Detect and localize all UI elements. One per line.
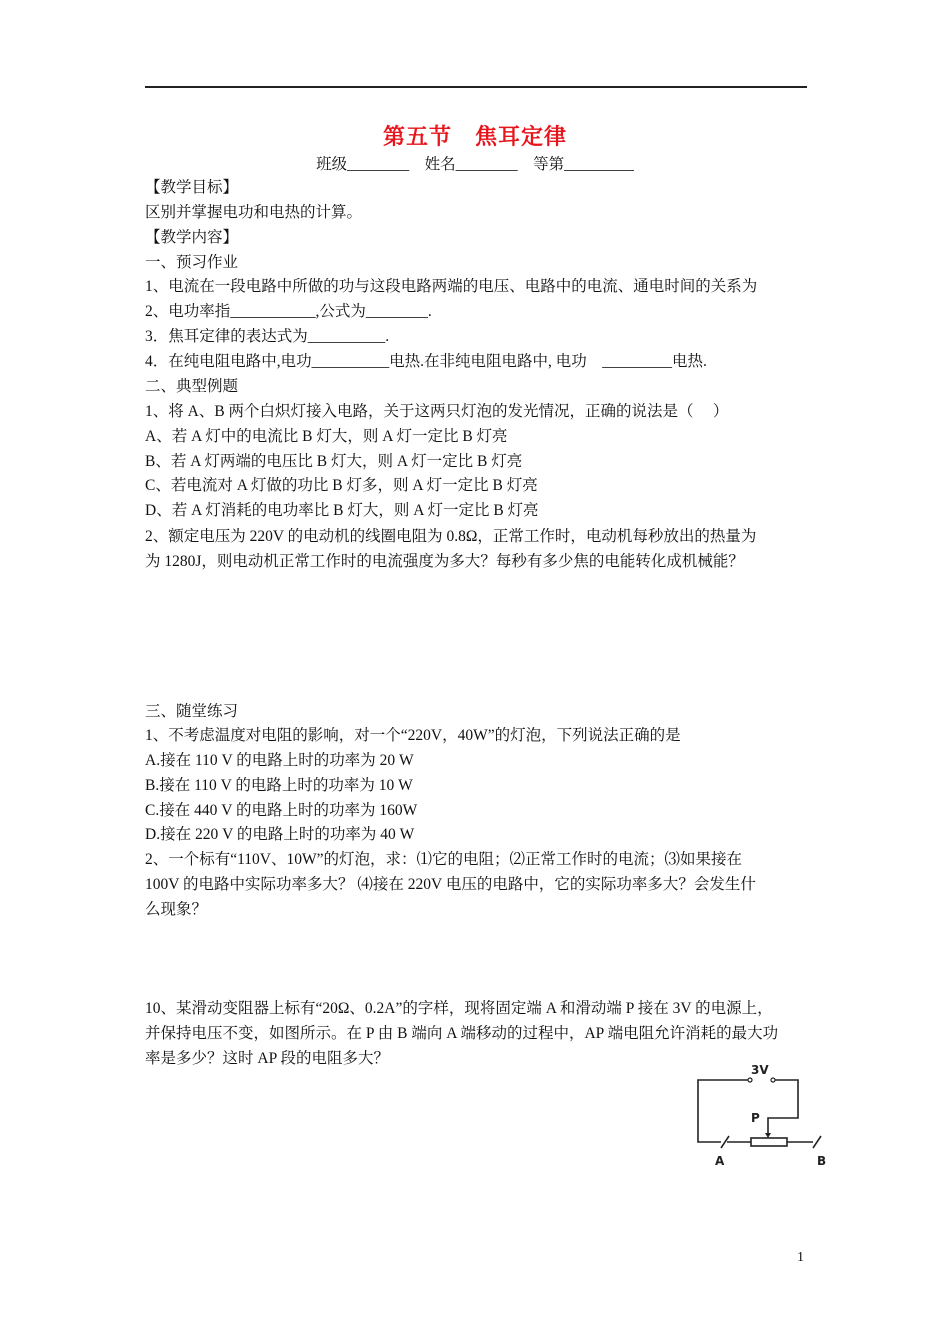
terminal-right-icon <box>771 1078 775 1082</box>
rheostat <box>751 1138 787 1146</box>
question-10-line2: 并保持电压不变，如图所示。在 P 由 B 端向 A 端移动的过程中，AP 端电阻允许消耗的最大功 <box>145 1025 779 1042</box>
terminal-b-label: B <box>817 1154 827 1168</box>
example-option-c: C、若电流对 A 灯做的功比 B 灯多，则 A 灯一定比 B 灯亮 <box>145 477 538 494</box>
circuit-wire-right <box>768 1080 798 1135</box>
practice-option-d: D.接在 220 V 的电路上时的功率为 40 W <box>145 826 415 843</box>
terminal-b-mark <box>813 1136 821 1148</box>
page-number: 1 <box>797 1250 804 1265</box>
question-10-line1: 10、某滑动变阻器上标有“20Ω、0.2A”的字样，现将固定端 A 和滑动端 P 接在 3V 的电源上， <box>145 1000 773 1017</box>
question-10-line3: 率是多少？这时 AP 段的电阻多大？ <box>145 1050 389 1067</box>
example-option-d: D、若 A 灯消耗的电功率比 B 灯大，则 A 灯一定比 B 灯亮 <box>145 502 539 519</box>
voltage-label: 3V <box>751 1063 769 1077</box>
terminal-a-label: A <box>715 1154 725 1168</box>
part-one-heading: 一、预习作业 <box>145 254 239 271</box>
practice-option-a: A.接在 110 V 的电路上时的功率为 20 W <box>145 752 414 769</box>
preview-question-4: 4．在纯电阻电路中,电功__________电热.在非纯电阻电路中, 电功 _________电热. <box>145 353 707 370</box>
practice-question-2-line3: 么现象？ <box>145 901 208 918</box>
student-info-line: 班级________ 姓名________ 等第_________ <box>316 156 634 173</box>
practice-option-c: C.接在 440 V 的电路上时的功率为 160W <box>145 802 418 819</box>
part-two-heading: 二、典型例题 <box>145 378 239 395</box>
page-title: 第五节 焦耳定律 <box>382 124 567 149</box>
slider-label: P <box>751 1111 760 1125</box>
preview-question-2: 2、电功率指___________,公式为________. <box>145 303 432 320</box>
terminal-left-icon <box>748 1078 752 1082</box>
section-heading-content: 【教学内容】 <box>145 229 239 246</box>
example-question-2-line2: 为 1280J，则电动机正常工作时的电流强度为多大？每秒有多少焦的电能转化成机械能？ <box>145 553 744 570</box>
preview-question-1: 1、电流在一段电路中所做的功与这段电路两端的电压、电路中的电流、通电时间的关系为 <box>145 278 758 295</box>
practice-question-1: 1、不考虑温度对电阻的影响，对一个“220V，40W”的灯泡，下列说法正确的是 <box>145 727 681 744</box>
header-rule <box>145 86 807 88</box>
practice-question-2-line2: 100V 的电路中实际功率多大？ ⑷接在 220V 电压的电路中，它的实际功率多大？会发生什 <box>145 876 756 893</box>
preview-question-3: 3．焦耳定律的表达式为__________. <box>145 328 390 345</box>
section-heading-goals: 【教学目标】 <box>145 179 239 196</box>
example-question-1: 1、将 A、B 两个白炽灯接入电路，关于这两只灯泡的发光情况，正确的说法是（ ） <box>145 403 729 420</box>
part-three-heading: 三、随堂练习 <box>145 703 239 720</box>
circuit-diagram <box>685 1060 835 1175</box>
example-option-a: A、若 A 灯中的电流比 B 灯大，则 A 灯一定比 B 灯亮 <box>145 428 508 445</box>
practice-question-2-line1: 2、一个标有“110V、10W”的灯泡，求：⑴它的电阻；⑵正常工作时的电流；⑶如果接在 <box>145 851 743 868</box>
practice-option-b: B.接在 110 V 的电路上时的功率为 10 W <box>145 777 413 794</box>
goal-text: 区别并掌握电功和电热的计算。 <box>145 204 363 221</box>
example-option-b: B、若 A 灯两端的电压比 B 灯大，则 A 灯一定比 B 灯亮 <box>145 453 523 470</box>
example-question-2-line1: 2、额定电压为 220V 的电动机的线圈电阻为 0.8Ω，正常工作时，电动机每秒放出的热量为 <box>145 528 757 545</box>
circuit-wire-left <box>698 1080 750 1142</box>
